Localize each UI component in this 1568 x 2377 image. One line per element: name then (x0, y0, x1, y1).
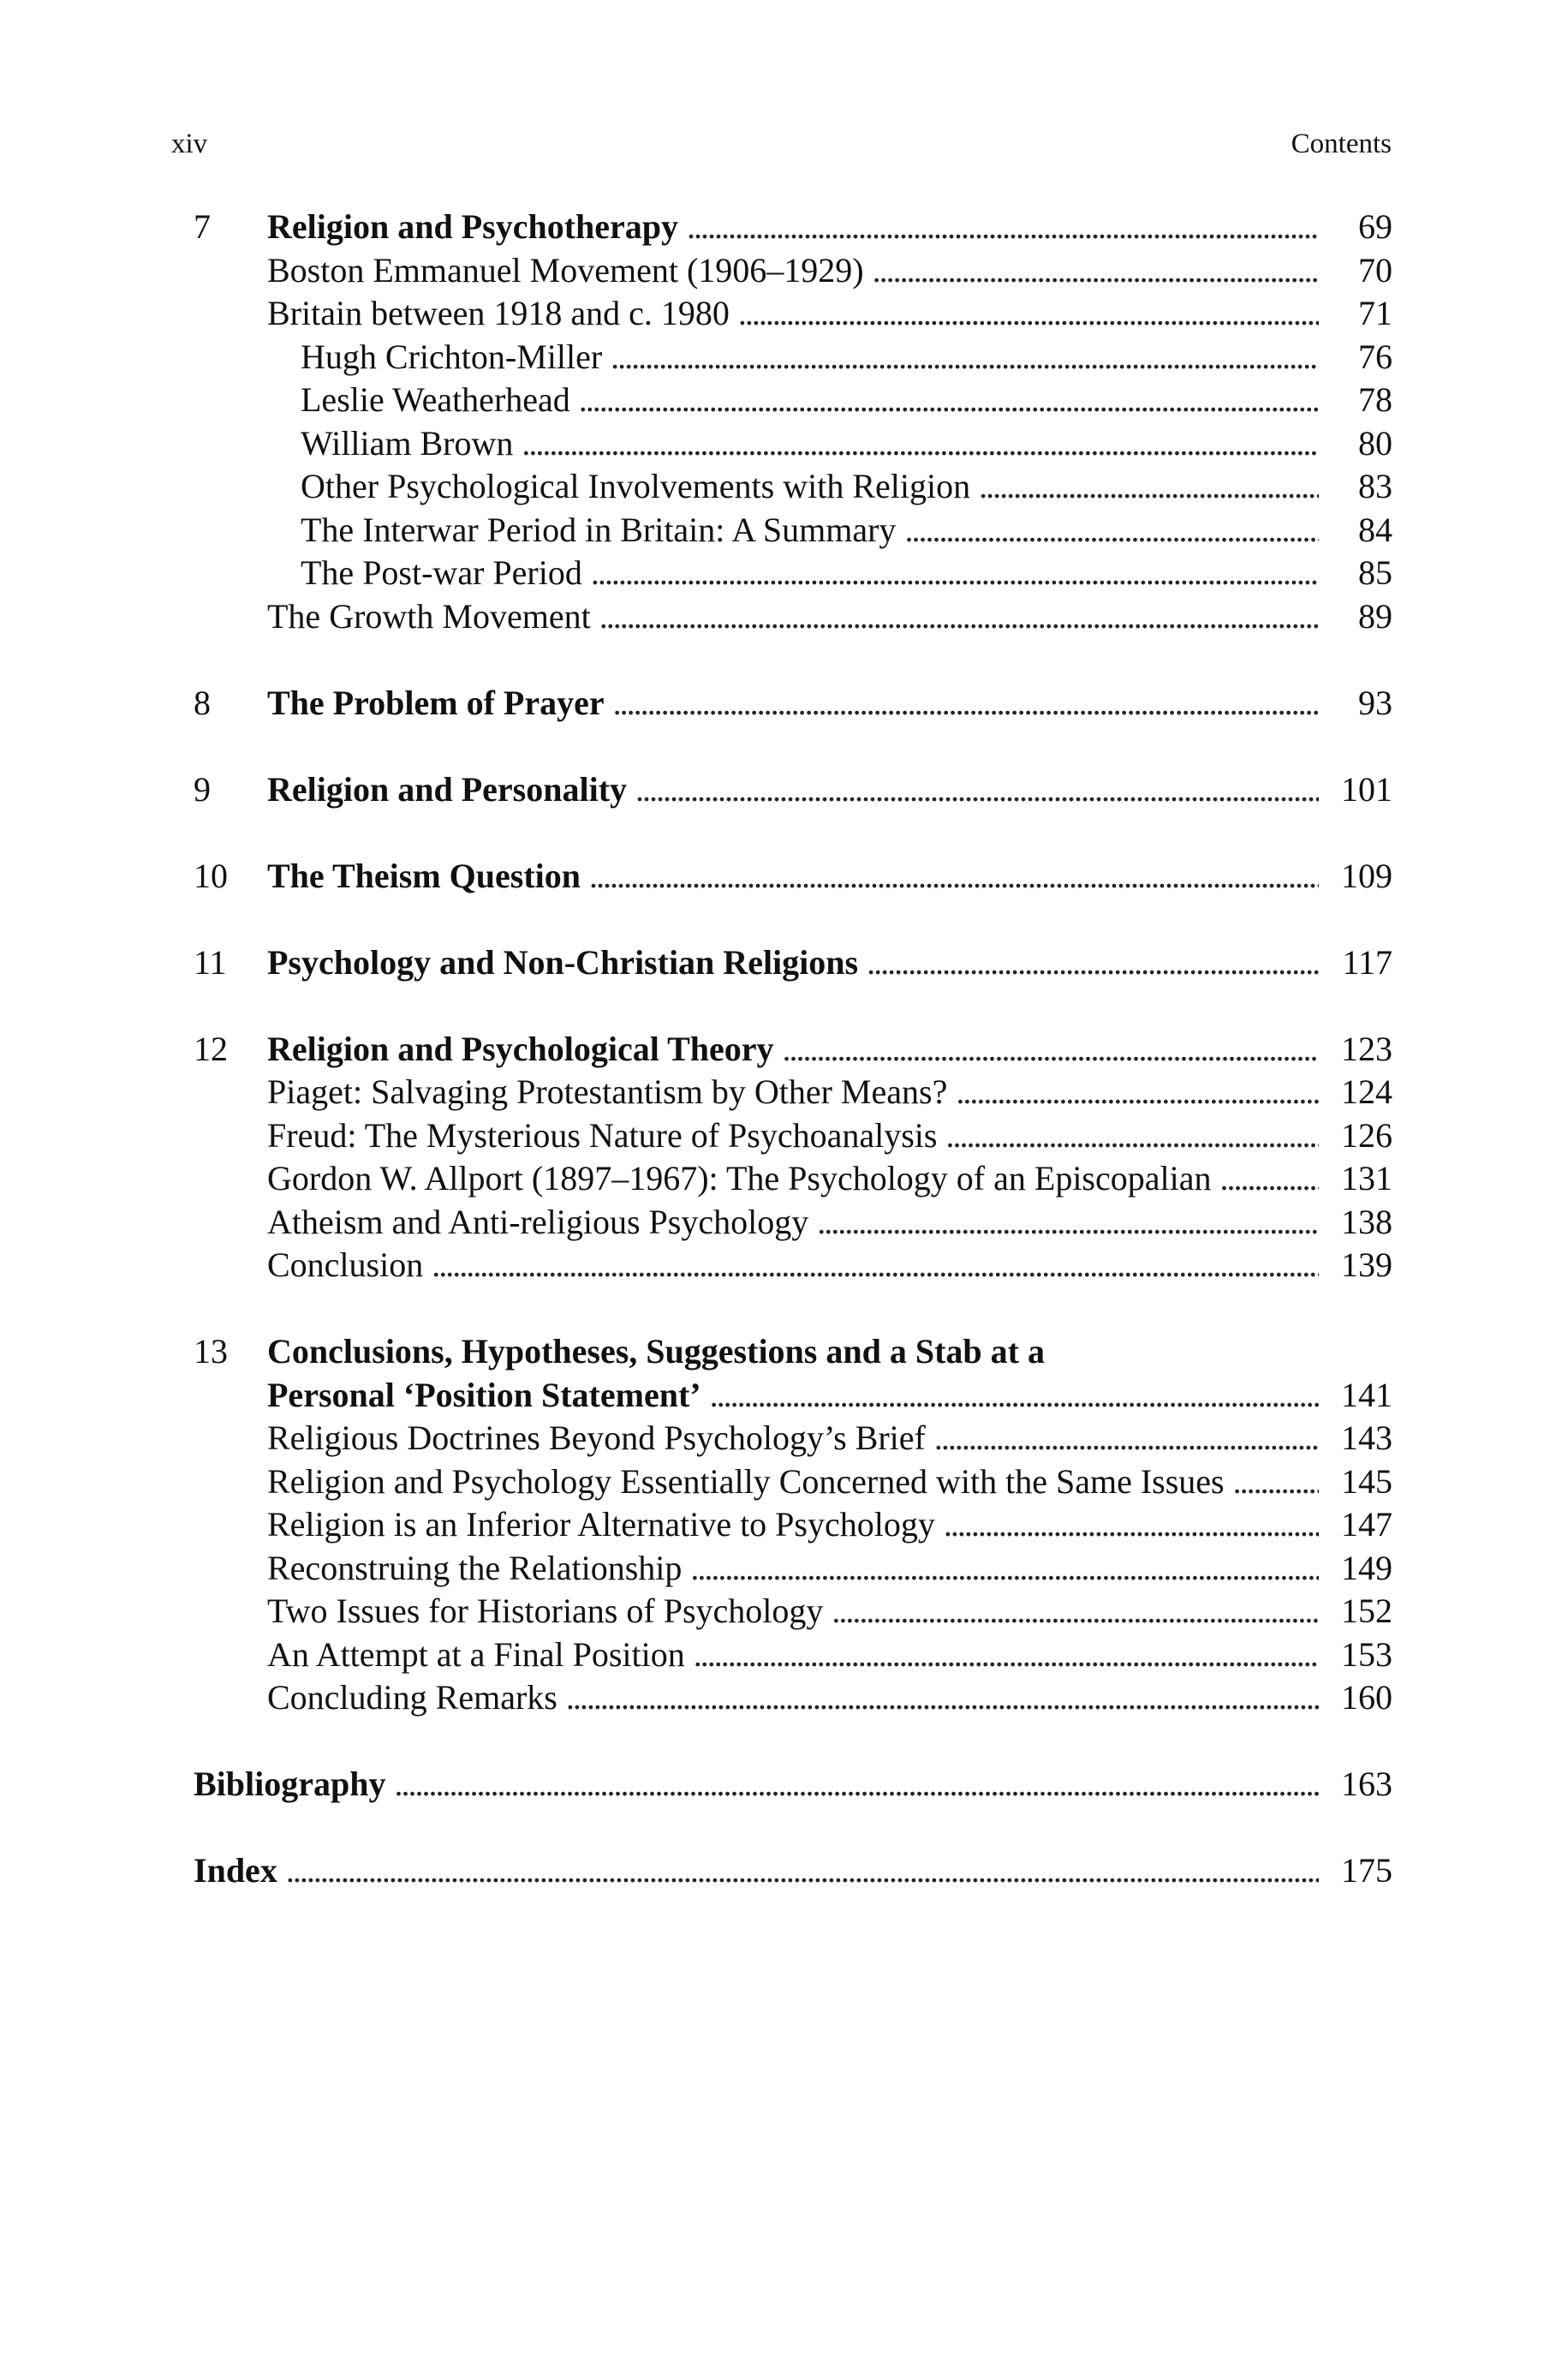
page-ref: 101 (1341, 769, 1392, 809)
spacer (194, 638, 1392, 682)
dot-leader (873, 249, 1319, 293)
chapter-number: 12 (194, 1029, 228, 1068)
page-ref: 69 (1358, 207, 1392, 246)
section-title: Britain between 1918 and c. 1980 (267, 294, 730, 332)
toc-entry[interactable] (194, 1503, 1392, 1547)
back-matter-title: Index (194, 1851, 277, 1890)
section-title: Concluding Remarks (267, 1678, 557, 1717)
chapter-number: 10 (194, 856, 228, 895)
toc-entry[interactable] (194, 552, 1392, 595)
dot-leader (690, 1547, 1319, 1591)
table-of-contents (194, 206, 1392, 1893)
toc-index[interactable] (194, 1849, 1392, 1893)
subsection-title: Leslie Weatherhead (301, 380, 570, 419)
chapter-number: 11 (194, 942, 227, 982)
subsection-title: Other Psychological Involvements with Religion (301, 467, 971, 505)
toc-entry[interactable] (194, 1244, 1392, 1287)
dot-leader (956, 1071, 1319, 1114)
page-ref: 141 (1341, 1375, 1392, 1414)
page-ref: 93 (1358, 683, 1392, 722)
toc-entry[interactable] (194, 336, 1392, 379)
page-ref: 78 (1358, 380, 1392, 419)
dot-leader (710, 1374, 1319, 1418)
toc-entry[interactable] (194, 465, 1392, 509)
dot-leader (1233, 1460, 1319, 1504)
chapter-title: Religion and Psychological Theory (267, 1029, 774, 1068)
page-ref: 83 (1358, 467, 1392, 505)
page-ref: 124 (1341, 1072, 1392, 1111)
dot-leader (432, 1244, 1319, 1287)
toc-entry[interactable] (194, 1417, 1392, 1460)
dot-leader (945, 1114, 1319, 1158)
page-number: xiv (171, 128, 208, 159)
dot-leader (522, 422, 1319, 466)
section-title: Boston Emmanuel Movement (1906–1929) (267, 250, 864, 290)
chapter-title-continued: Personal ‘Position Statement’ (267, 1375, 701, 1414)
page-ref: 153 (1341, 1634, 1392, 1674)
toc-bibliography[interactable] (194, 1763, 1392, 1807)
dot-leader (738, 292, 1319, 336)
page-ref: 76 (1358, 337, 1392, 376)
chapter-title: Religion and Personality (267, 769, 628, 809)
page-ref: 85 (1358, 553, 1392, 592)
toc-chapter-10[interactable] (194, 855, 1392, 899)
page-ref: 145 (1341, 1461, 1392, 1501)
toc-entry[interactable] (194, 1460, 1392, 1504)
dot-leader (635, 768, 1319, 812)
subsection-title: William Brown (301, 423, 514, 463)
toc-entry[interactable] (194, 422, 1392, 466)
chapter-title: Psychology and Non-Christian Religions (267, 942, 859, 982)
dot-leader (611, 336, 1319, 379)
section-title: An Attempt at a Final Position (267, 1634, 685, 1674)
toc-chapter-13[interactable] (194, 1330, 1392, 1374)
dot-leader (589, 855, 1319, 899)
toc-chapter-12[interactable] (194, 1028, 1392, 1072)
toc-entry[interactable] (194, 1547, 1392, 1591)
page-ref: 152 (1341, 1592, 1392, 1630)
toc-entry[interactable] (194, 1071, 1392, 1114)
dot-leader (867, 941, 1319, 985)
dot-leader (599, 595, 1319, 639)
section-title: Religion is an Inferior Alternative to Psychology (267, 1505, 935, 1544)
dot-leader (817, 1201, 1319, 1245)
page-ref: 80 (1358, 423, 1392, 463)
chapter-title: Conclusions, Hypotheses, Suggestions and a Stab at a (267, 1332, 1045, 1371)
spacer (194, 1287, 1392, 1331)
section-title: The Growth Movement (267, 596, 591, 636)
page-ref: 70 (1358, 250, 1392, 290)
page-ref: 147 (1341, 1505, 1392, 1544)
page-ref: 123 (1341, 1029, 1392, 1068)
toc-entry[interactable] (194, 595, 1392, 639)
chapter-number: 9 (194, 769, 211, 809)
page-ref: 126 (1341, 1115, 1392, 1155)
dot-leader (687, 206, 1319, 249)
chapter-title: The Theism Question (267, 856, 581, 895)
page-ref: 109 (1341, 856, 1392, 895)
page-ref: 160 (1341, 1678, 1392, 1717)
page-ref: 89 (1358, 596, 1392, 636)
dot-leader (395, 1763, 1319, 1807)
chapter-title: The Problem of Prayer (267, 683, 605, 722)
toc-entry[interactable] (194, 379, 1392, 422)
toc-entry[interactable] (194, 1114, 1392, 1158)
chapter-title: Religion and Psychotherapy (267, 207, 679, 246)
dot-leader (904, 509, 1319, 552)
chapter-number: 8 (194, 683, 211, 722)
running-head: Contents (1291, 128, 1392, 159)
toc-chapter-13-continued[interactable] (194, 1374, 1392, 1418)
section-title: Atheism and Anti-religious Psychology (267, 1202, 809, 1241)
section-title: Two Issues for Historians of Psychology (267, 1592, 824, 1630)
page-ref: 71 (1358, 294, 1392, 332)
spacer (194, 1807, 1392, 1850)
subsection-title: The Interwar Period in Britain: A Summary (301, 510, 897, 549)
dot-leader (783, 1028, 1319, 1072)
page-ref: 139 (1341, 1245, 1392, 1284)
page-ref: 175 (1341, 1851, 1392, 1890)
page-ref: 163 (1341, 1765, 1392, 1803)
dot-leader (613, 682, 1319, 726)
section-title: Freud: The Mysterious Nature of Psychoanalysis (267, 1115, 938, 1155)
spacer (194, 725, 1392, 768)
dot-leader (944, 1503, 1319, 1547)
page-ref: 131 (1341, 1159, 1392, 1197)
spacer (194, 984, 1392, 1028)
subsection-title: The Post-war Period (301, 553, 582, 592)
dot-leader (579, 379, 1319, 422)
toc-entry[interactable] (194, 292, 1392, 336)
toc-chapter-8[interactable] (194, 682, 1392, 726)
chapter-number: 13 (194, 1332, 228, 1371)
dot-leader (566, 1676, 1319, 1720)
section-title: Reconstruing the Relationship (267, 1548, 683, 1587)
page-ref: 143 (1341, 1418, 1392, 1457)
subsection-title: Hugh Crichton-Miller (301, 337, 603, 376)
spacer (194, 811, 1392, 855)
dot-leader (694, 1633, 1319, 1677)
spacer (194, 898, 1392, 941)
section-title: Gordon W. Allport (1897–1967): The Psychology of an Episcopalian (267, 1159, 1212, 1197)
toc-chapter-9[interactable] (194, 768, 1392, 812)
toc-entry[interactable] (194, 1157, 1392, 1201)
chapter-number: 7 (194, 207, 211, 246)
toc-chapter-7[interactable] (194, 206, 1392, 249)
toc-entry[interactable] (194, 1676, 1392, 1720)
page-ref: 149 (1341, 1548, 1392, 1587)
back-matter-title: Bibliography (194, 1765, 386, 1803)
page-ref: 138 (1341, 1202, 1392, 1241)
dot-leader (286, 1849, 1319, 1893)
toc-entry[interactable] (194, 509, 1392, 552)
dot-leader (832, 1590, 1319, 1633)
section-title: Conclusion (267, 1245, 424, 1284)
dot-leader (591, 552, 1319, 595)
spacer (194, 1720, 1392, 1764)
toc-entry[interactable] (194, 1590, 1392, 1633)
toc-chapter-11[interactable] (194, 941, 1392, 985)
dot-leader (934, 1417, 1319, 1460)
toc-entry[interactable] (194, 1201, 1392, 1245)
dot-leader (1219, 1157, 1319, 1201)
dot-leader (979, 465, 1319, 509)
toc-entry[interactable] (194, 249, 1392, 293)
toc-entry[interactable] (194, 1633, 1392, 1677)
section-title: Religious Doctrines Beyond Psychology’s Brief (267, 1418, 926, 1457)
page-ref: 84 (1358, 510, 1392, 549)
section-title: Religion and Psychology Essentially Concerned with the Same Issues (267, 1461, 1225, 1501)
page-ref: 117 (1342, 942, 1392, 982)
section-title: Piaget: Salvaging Protestantism by Other Means? (267, 1072, 948, 1111)
